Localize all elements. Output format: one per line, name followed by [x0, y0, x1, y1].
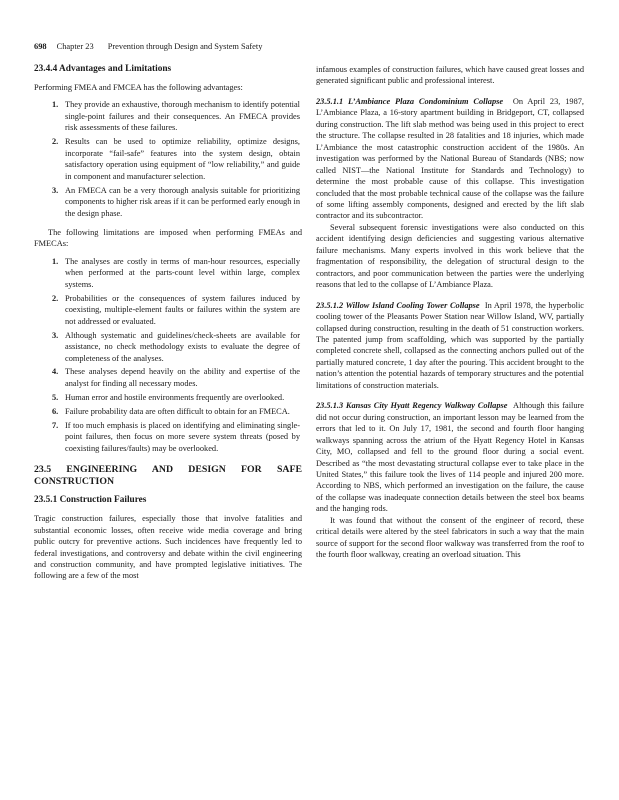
chapter-label: Chapter 23 [56, 42, 94, 51]
list-text: Results can be used to optimize reliability, optimize designs, incorporate “fail-safe” features into the system design, obtain satisfactory operation using equipment of “low reliability,” and guide in component and manufacturer selection. [65, 137, 300, 181]
case-title: 23.5.1.3 Kansas City Hyatt Regency Walkway Collapse [316, 401, 508, 411]
list-number: 5. [52, 392, 59, 402]
case-lambiance-continued: Several subsequent forensic investigations were also conducted on this accident identifying design deficiencies and suggesting various alternative failure mechanisms. Many experts involved in this work believe that the fragmentation of responsibility, the delegation of structural design to the contractors, and poor communication between the parties were the underlying reasons that led to the collapse of L’Ambiance Plaza. [316, 222, 584, 290]
list-text: Probabilities or the consequences of system failures induced by coexisting, multiple-element faults or failures within the system are not addressed or evaluated. [65, 293, 300, 326]
list-number: 1. [52, 100, 59, 110]
list-item [34, 366, 302, 389]
chapter-title: Prevention through Design and System Safety [107, 42, 263, 51]
subsection-heading-construction-failures: 23.5.1 Construction Failures [34, 495, 147, 506]
section-heading-safe-construction: 23.5 ENGINEERING AND DESIGN FOR SAFE CONSTRUCTION [34, 464, 302, 487]
list-text: These analyses depend heavily on the ability and expertise of the analyst for finding all necessary modes. [65, 367, 300, 388]
case-body: Although this failure did not occur during construction, an important lesson may be learned from the errors that led to it. On July 17, 1981, the second and fourth floor hanging walkways spanning across the atrium of the Hyatt Regency Hotel in Kansas City, MO, collapsed and fell to the ground floor during a social event. Described as “the most devastating structural collapse ever to take place in the United States,” this failure took the lives of 114 people and injured 200 more. According to NBS, which performed an investigation on the failure, the cause of the collapse was inadequate connection details between the steel box beams and the hanging rods. [316, 401, 584, 514]
list-text: Human error and hostile environments frequently are overlooked. [65, 392, 285, 402]
page-number: 698 [34, 42, 47, 51]
right-column [316, 64, 584, 561]
limitations-intro: The following limitations are imposed when performing FMEAs and FMECAs: [34, 227, 302, 249]
list-text: They provide an exhaustive, thorough mechanism to identify potential single-point failures and their consequences. An FMECA provides risk assessments of these failures. [65, 100, 300, 133]
construction-failures-paragraph: Tragic construction failures, especially those that involve fatalities and substantial economic losses, often receive wide media coverage and bring public outcry for preventive actions. Such incidences have frequently led to federal investigations, and controversy and debate within the civil engineering and construction community, and have prompted legislative initiatives. The following are a few of the most [34, 514, 302, 581]
list-text: An FMECA can be a very thorough analysis suitable for prioritizing components to higher risk areas if it can be performed early enough in the design phase. [65, 185, 300, 218]
list-item [34, 293, 302, 327]
list-item [34, 420, 302, 454]
list-text: Failure probability data are often difficult to obtain for an FMECA. [65, 406, 290, 416]
case-title: 23.5.1.2 Willow Island Cooling Tower Collapse [316, 300, 480, 310]
list-number: 4. [52, 367, 59, 377]
list-number: 3. [52, 185, 59, 195]
case-lambiance [316, 96, 584, 222]
case-title: 23.5.1.1 L’Ambiance Plaza Condominium Collapse [316, 96, 504, 106]
list-text: The analyses are costly in terms of man-hour resources, especially when performed at the parts-count level within large, complex systems. [65, 256, 300, 289]
list-item [34, 136, 302, 182]
left-column [34, 64, 302, 582]
section-heading-advantages: 23.4.4 Advantages and Limitations [34, 64, 172, 74]
list-item [34, 185, 302, 219]
list-number: 3. [52, 330, 59, 340]
list-item [34, 256, 302, 290]
limitations-list [34, 256, 302, 454]
continuation-paragraph: infamous examples of construction failures, which have caused great losses and generated significant public and professional interest. [316, 65, 584, 86]
advantages-intro: Performing FMEA and FMCEA has the following advantages: [34, 83, 243, 92]
advantages-list [34, 99, 302, 219]
case-hyatt-regency [316, 400, 584, 515]
list-item [34, 406, 302, 417]
list-item [34, 392, 302, 403]
list-number: 7. [52, 420, 59, 430]
list-item [34, 99, 302, 133]
list-text: If too much emphasis is placed on identifying and eliminating single-point failures, then focus on more severe system threats (posed by coexisting failures/faults) may be overlooked. [65, 420, 300, 453]
case-body: On April 23, 1987, L’Ambiance Plaza, a 16-story apartment building in Bridgeport, CT, collapsed during construction. The lift slab method was being used in this project to erect the structure. The collapse resulted in 28 fatalities and 18 injuries, which made L’Ambiance the most catastrophic construction accident of the 1980s. An investigation was performed by the National Bureau of Standards (NBS; now called NIST—the National Institute for Standards and Technology) to determine the most probable cause of this collapse. This investigation concluded that the most probable technical cause of the collapse was the failure of some lifting assembly components, designed and erected by the lift slab contractor and its subcontractor. [316, 96, 584, 221]
list-text: Although systematic and guidelines/check-sheets are available for assistance, no check methodology exists to evaluate the degree of completeness of the analyses. [65, 330, 300, 363]
case-willow-island [316, 300, 584, 392]
list-number: 2. [52, 293, 59, 303]
running-header [34, 41, 594, 52]
case-hyatt-regency-continued: It was found that without the consent of the engineer of record, these critical details were altered by the steel fabricators in such a way that the main source of support for the second floor walkway was transferred from the roof to the fourth floor walkway, creating an overload situation. This [316, 515, 584, 560]
list-item [34, 330, 302, 364]
list-number: 6. [52, 406, 59, 416]
list-number: 1. [52, 256, 59, 266]
list-number: 2. [52, 137, 59, 147]
case-body: In April 1978, the hyperbolic cooling tower of the Pleasants Power Station near Willow Island, WV, partially collapsed during construction, resulting in the death of 51 construction workers. The patented jump from scaffolding, which was supported by the partially completed concrete shell, collapsed as the connecting anchors pulled out of the partially matured concrete, 1 day after the pouring. This accident brought to the nation’s attention the potential hazards of temporary structures and the potential limitations of construction materials. [316, 300, 585, 390]
